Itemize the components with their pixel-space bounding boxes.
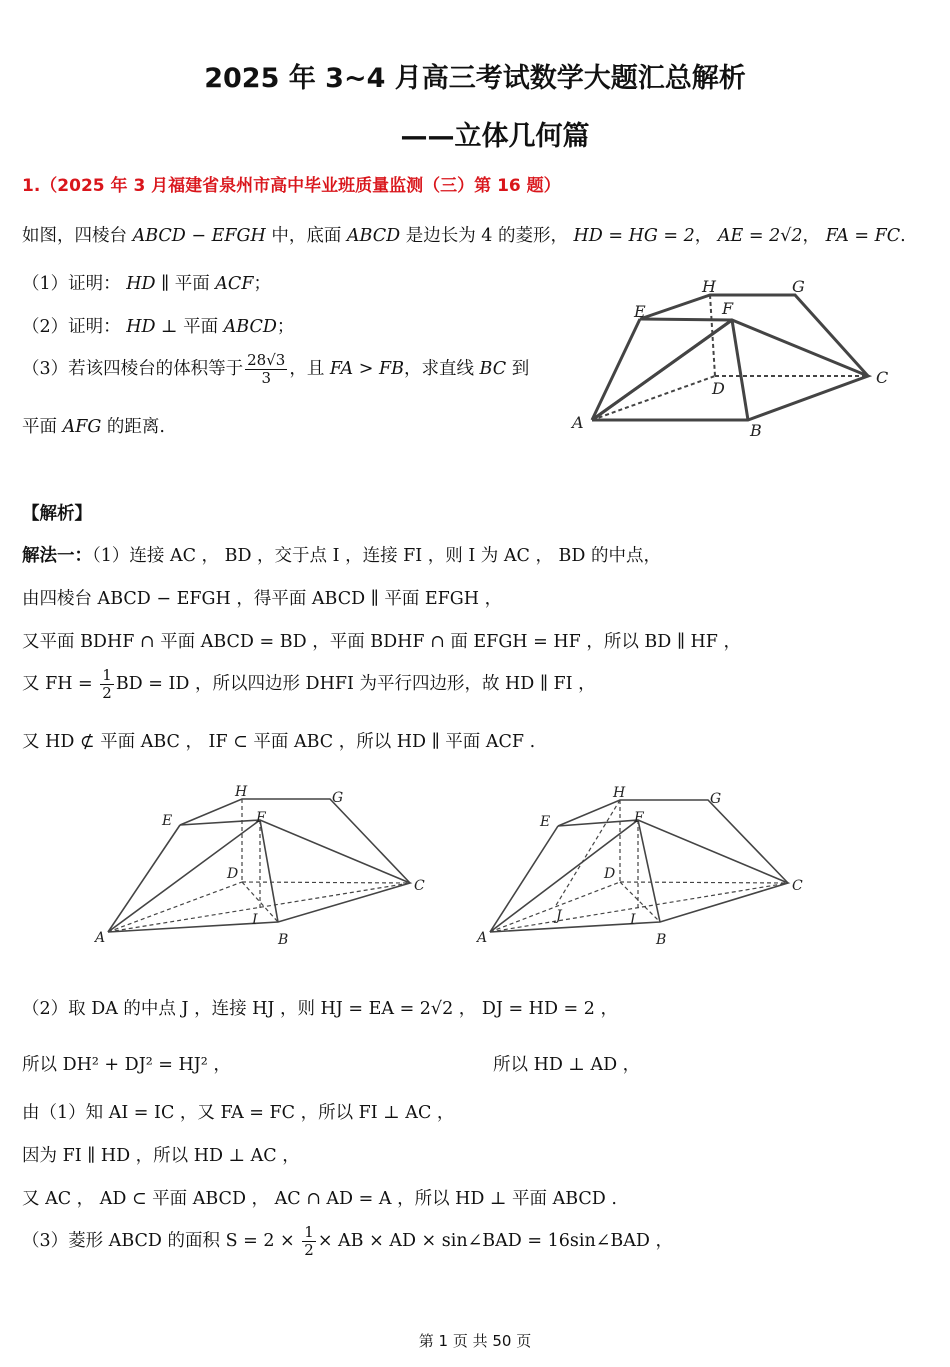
solution-line-9: 因为 FI ∥ HD ，所以 HD ⊥ AC ， [22,1146,300,1166]
solution-line-7b: 所以 HD ⊥ AD ， [493,1055,641,1075]
page-subtitle: ——立体几何篇 [400,121,590,152]
label-H: H [613,785,626,801]
volume-fraction: $\frac{28√3}{3}$ [247,351,286,387]
frustum-figure-right [470,780,820,955]
frustum-figure-left [90,780,440,955]
label-C: C [792,878,803,894]
label-I: I [630,912,636,928]
label-D: D [712,379,725,398]
label-A: A [95,930,106,946]
label-J: J [556,908,562,924]
question-stem: 如图，四棱台 ABCD − EFGH 中，底面 ABCD 是边长为 4 的菱形， HD = HG = 2， AE = 2√2， FA = FC. [22,226,906,246]
label-I: I [252,912,258,928]
solution-line-6: （2）取 DA 的中点 J ，连接 HJ ，则 HJ = EA = 2√2 ， DJ = HD = 2 ， [22,999,618,1019]
question-heading: 1.（2025 年 3 月福建省泉州市高中毕业班质量监测（三）第 16 题） [22,176,561,196]
solution-line-11: （3）菱形 ABCD 的面积 S = 2 × $\frac{1}{2}$ × AB × AD × sin∠BAD = 16sin∠BAD ， [22,1223,673,1259]
label-A: A [477,930,488,946]
solution-line-7a: 所以 DH² + DJ² = HJ² ， [22,1055,231,1075]
question-part-3: （3）若该四棱台的体积等于 $\frac{28√3}{3}$ ，且 FA > FB，求直线 BC 到 [22,351,530,387]
label-B: B [750,421,762,440]
solution-line-1: 解法一：（1）连接 AC ， BD ，交于点 I ，连接 FI ，则 I 为 AC ， BD 的中点， [22,546,661,566]
solution-line-2: 由四棱台 ABCD − EFGH ，得平面 ABCD ∥ 平面 EFGH ， [22,589,503,609]
solution-line-8: 由（1）知 AI = IC ，又 FA = FC ，所以 FI ⊥ AC ， [22,1103,455,1123]
question-part-3-cont: 平面 AFG 的距离. [22,417,165,437]
label-G: G [792,277,805,296]
page-footer: 第 1 页 共 50 页 [418,1332,532,1350]
solution-line-5: 又 HD ⊄ 平面 ABC ， IF ⊂ 平面 ABC ，所以 HD ∥ 平面 ACF . [22,732,536,752]
question-part-2: （2）证明： HD ⊥ 平面 ABCD； [22,317,295,337]
label-H: H [702,277,716,296]
frustum-figure-main [560,270,900,445]
label-F: F [634,810,644,826]
label-F: F [256,810,266,826]
label-C: C [414,878,425,894]
solution-line-4: 又 FH = $\frac{1}{2}$ BD = ID ，所以四边形 DHFI 为平行四边形，故 HD ∥ FI ， [22,666,596,702]
solution-line-10: 又 AC ， AD ⊂ 平面 ABCD ， AC ∩ AD = A ，所以 HD ⊥ 平面 ABCD . [22,1189,617,1209]
label-B: B [278,932,289,948]
label-H: H [235,784,248,800]
solution-line-3: 又平面 BDHF ∩ 平面 ABCD = BD ，平面 BDHF ∩ 面 EFGH = HF ，所以 BD ∥ HF ， [22,632,741,652]
label-G: G [332,790,344,806]
label-G: G [710,791,722,807]
solution-tag: 【解析】 [22,504,92,524]
question-part-1: （1）证明： HD ∥ 平面 ACF； [22,274,271,294]
label-E: E [540,814,551,830]
label-E: E [162,813,173,829]
label-F: F [722,299,734,318]
label-C: C [876,368,889,387]
label-A: A [572,413,584,432]
label-E: E [634,302,646,321]
label-B: B [656,932,667,948]
label-D: D [227,866,239,882]
label-D: D [604,866,616,882]
page-title: 2025 年 3~4 月高三考试数学大题汇总解析 [204,63,746,94]
